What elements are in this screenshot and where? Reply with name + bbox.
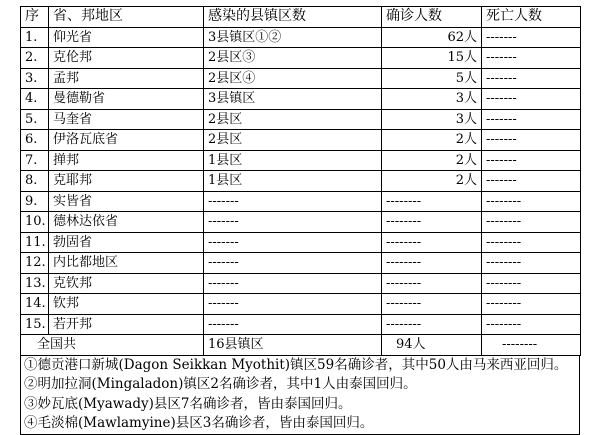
- row-region: 曼德勒省: [49, 89, 204, 110]
- table-header-row: [21, 7, 581, 28]
- row-confirmed-cases: --------: [382, 294, 482, 315]
- row-deaths: -------: [482, 150, 581, 171]
- row-region: 若开邦: [49, 314, 204, 335]
- row-region: 内比都地区: [49, 253, 204, 274]
- row-infected-towns: -------: [204, 294, 382, 315]
- row-region: 勃固省: [49, 232, 204, 253]
- row-deaths: -------: [482, 171, 581, 192]
- row-number: 3.: [21, 68, 49, 89]
- row-number: 15.: [21, 314, 49, 335]
- row-infected-towns: 2县区③: [204, 48, 382, 69]
- header-infected-towns: 感染的县镇区数: [204, 7, 382, 28]
- row-region: 克伦邦: [49, 48, 204, 69]
- row-region: 马奎省: [49, 109, 204, 130]
- table-row: [21, 150, 581, 171]
- row-infected-towns: 2县区④: [204, 68, 382, 89]
- table-row: [21, 27, 581, 48]
- header-region: 省、邦地区: [49, 7, 204, 28]
- row-deaths: --------: [482, 191, 581, 212]
- row-region: 孟邦: [49, 68, 204, 89]
- row-number: 5.: [21, 109, 49, 130]
- covid-cases-table-container: [20, 6, 580, 435]
- row-number: 14.: [21, 294, 49, 315]
- row-region: 钦邦: [49, 294, 204, 315]
- table-row: [21, 253, 581, 274]
- table-row: [21, 109, 581, 130]
- row-number: 9.: [21, 191, 49, 212]
- table-row: [21, 212, 581, 233]
- total-label: 全国共: [21, 335, 204, 356]
- row-infected-towns: -------: [204, 212, 382, 233]
- row-number: 7.: [21, 150, 49, 171]
- row-confirmed-cases: 62人: [382, 27, 482, 48]
- row-region: 克钦邦: [49, 273, 204, 294]
- row-number: 13.: [21, 273, 49, 294]
- row-infected-towns: 1县区: [204, 171, 382, 192]
- header-confirmed-cases: 确诊人数: [382, 7, 482, 28]
- row-number: 4.: [21, 89, 49, 110]
- row-confirmed-cases: 3人: [382, 109, 482, 130]
- row-infected-towns: -------: [204, 253, 382, 274]
- table-row: [21, 294, 581, 315]
- row-infected-towns: 2县区: [204, 130, 382, 151]
- footnote: ①德贡港口新城(Dagon Seikkan Myothit)镇区59名确诊者，其中50人由马来西亚回归。: [24, 356, 568, 373]
- row-confirmed-cases: --------: [382, 314, 482, 335]
- row-region: 实皆省: [49, 191, 204, 212]
- row-deaths: --------: [482, 294, 581, 315]
- covid-cases-table: [20, 6, 581, 356]
- row-region: 德林达依省: [49, 212, 204, 233]
- row-confirmed-cases: --------: [382, 191, 482, 212]
- table-row: [21, 130, 581, 151]
- total-towns: 16县镇区: [204, 335, 382, 356]
- row-infected-towns: 3县镇区①②: [204, 27, 382, 48]
- table-row: [21, 48, 581, 69]
- row-region: 仰光省: [49, 27, 204, 48]
- total-cases: 94人: [382, 335, 482, 356]
- row-confirmed-cases: 3人: [382, 89, 482, 110]
- footnote: ③妙瓦底(Myawady)县区7名确诊者，皆由泰国回归。: [24, 395, 352, 412]
- row-confirmed-cases: 15人: [382, 48, 482, 69]
- row-deaths: --------: [482, 212, 581, 233]
- row-confirmed-cases: --------: [382, 232, 482, 253]
- row-deaths: -------: [482, 89, 581, 110]
- row-deaths: --------: [482, 232, 581, 253]
- row-confirmed-cases: 2人: [382, 171, 482, 192]
- row-deaths: --------: [482, 314, 581, 335]
- table-row: [21, 273, 581, 294]
- row-number: 2.: [21, 48, 49, 69]
- row-deaths: -------: [482, 68, 581, 89]
- header-number: 序: [21, 7, 49, 28]
- row-infected-towns: -------: [204, 232, 382, 253]
- row-number: 10.: [21, 212, 49, 233]
- row-infected-towns: 1县区: [204, 150, 382, 171]
- row-confirmed-cases: --------: [382, 273, 482, 294]
- table-row: [21, 68, 581, 89]
- row-number: 8.: [21, 171, 49, 192]
- table-row: [21, 191, 581, 212]
- total-deaths: --------: [482, 335, 581, 356]
- footnotes: [20, 356, 580, 435]
- row-infected-towns: -------: [204, 314, 382, 335]
- row-confirmed-cases: 2人: [382, 130, 482, 151]
- table-row: [21, 89, 581, 110]
- row-infected-towns: 3县镇区: [204, 89, 382, 110]
- header-deaths: 死亡人数: [482, 7, 581, 28]
- table-row: [21, 171, 581, 192]
- total-row: [21, 335, 581, 356]
- row-number: 11.: [21, 232, 49, 253]
- footnote: ④毛淡棉(Mawlamyine)县区3名确诊者，皆由泰国回归。: [24, 415, 374, 431]
- row-deaths: -------: [482, 27, 581, 48]
- row-region: 伊洛瓦底省: [49, 130, 204, 151]
- row-infected-towns: -------: [204, 273, 382, 294]
- row-region: 克耶邦: [49, 171, 204, 192]
- row-infected-towns: -------: [204, 191, 382, 212]
- row-deaths: --------: [482, 253, 581, 274]
- row-confirmed-cases: 5人: [382, 68, 482, 89]
- table-row: [21, 232, 581, 253]
- row-number: 1.: [21, 27, 49, 48]
- row-deaths: -------: [482, 130, 581, 151]
- row-confirmed-cases: --------: [382, 253, 482, 274]
- row-deaths: -------: [482, 48, 581, 69]
- row-confirmed-cases: 2人: [382, 150, 482, 171]
- row-region: 掸邦: [49, 150, 204, 171]
- row-confirmed-cases: --------: [382, 212, 482, 233]
- table-row: [21, 314, 581, 335]
- row-number: 6.: [21, 130, 49, 151]
- row-deaths: --------: [482, 273, 581, 294]
- row-number: 12.: [21, 253, 49, 274]
- row-infected-towns: 2县区: [204, 109, 382, 130]
- row-deaths: -------: [482, 109, 581, 130]
- footnote: ②明加拉洞(Mingaladon)镇区2名确诊者，其中1人由泰国回归。: [24, 376, 417, 392]
